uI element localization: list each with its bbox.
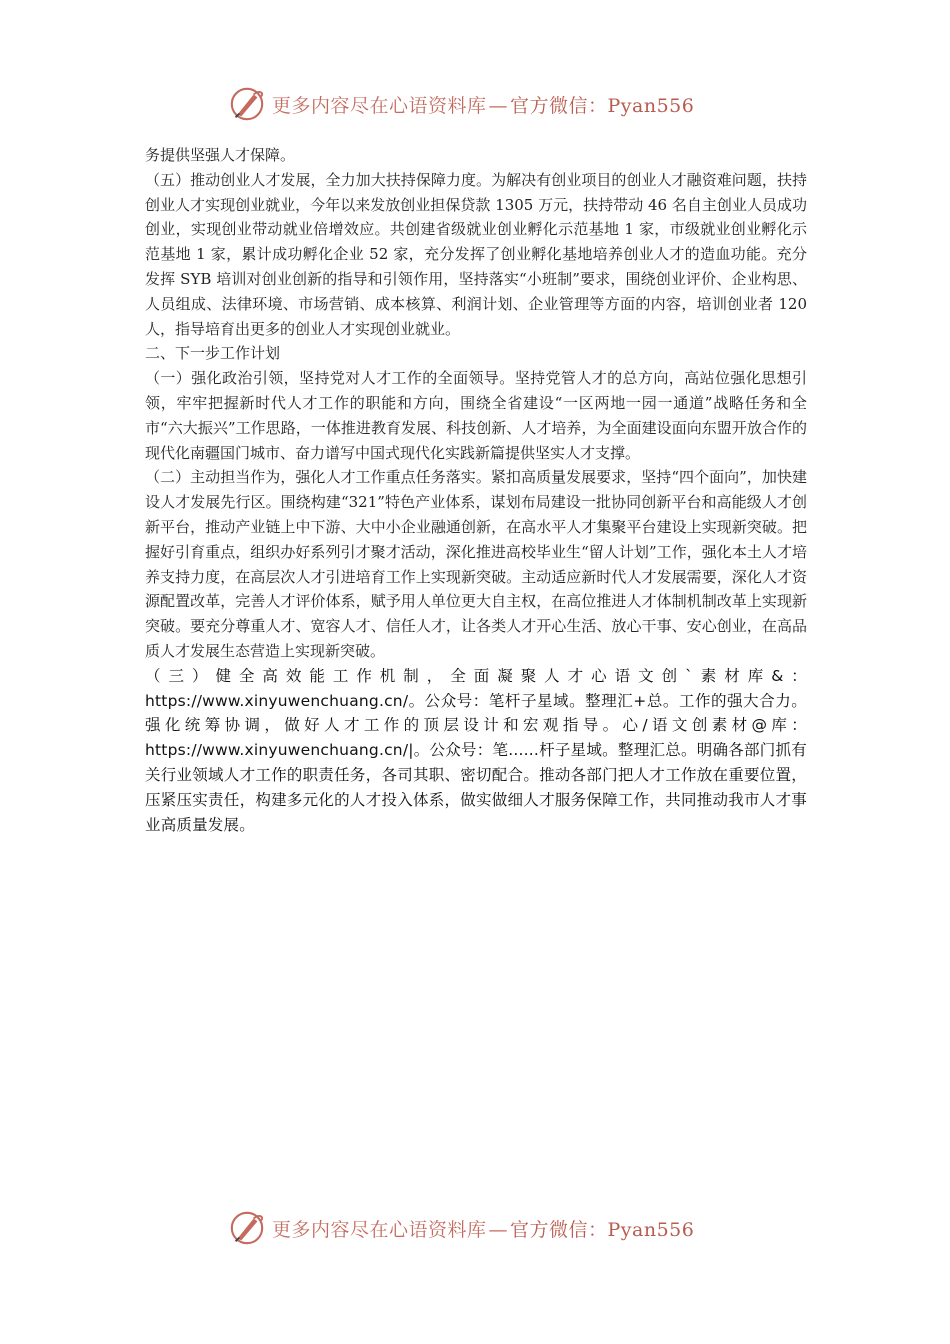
header-banner-title: 更多内容尽在心语资料库 xyxy=(272,94,487,117)
footer-banner-text xyxy=(272,1215,694,1242)
header-banner xyxy=(228,84,748,124)
quill-logo-icon xyxy=(228,85,266,123)
paragraph-2: （五）推动创业人才发展，全力加大扶持保障力度。为解决有创业项目的创业人才融资难问题，扶持创业人才实现创业就业，今年以来发放创业担保贷款 1305 万元，扶持带动 46 名自主创业人员成功创业，实现创业带动就业倍增效应。共创建省级就业创业孵化示范基地 1 家，市级就业创业孵化示范基地 1 家，累计成功孵化企业 52 家，充分发挥了创业孵化基地培养创业人才的造血功能。充分发挥 SYB 培训对创业创新的指导和引领作用，坚持落实“小班制”要求，围绕创业评价、企业构思、人员组成、法律环境、市场营销、成本核算、利润计划、企业管理等方面的内容，培训创业者 120 人，指导培育出更多的创业人才实现创业就业。 xyxy=(145,170,807,338)
paragraph-4: （一）强化政治引领，坚持党对人才工作的全面领导。坚持党管人才的总方向，高站位强化思想引领，牢牢把握新时代人才工作的职能和方向，围绕全省建设“一区两地一园一通道”战略任务和全市“六大振兴”工作思路，一体推进教育发展、科技创新、人才培养，为全面建设面向东盟开放合作的现代化南疆国门城市、奋力谱写中国式现代化实践新篇提供坚实人才支撑。 xyxy=(145,369,807,462)
header-banner-wechat: 官方微信：Pyan556 xyxy=(510,94,695,117)
header-banner-separator: — xyxy=(488,94,509,117)
footer-banner-separator: — xyxy=(488,1218,509,1241)
footer-banner-title: 更多内容尽在心语资料库 xyxy=(272,1218,487,1241)
quill-logo-icon xyxy=(228,1209,266,1247)
document-body xyxy=(145,143,807,837)
footer-banner-wechat: 官方微信：Pyan556 xyxy=(510,1218,695,1241)
header-banner-text xyxy=(272,91,694,118)
section-heading: 二、下一步工作计划 xyxy=(145,344,281,363)
paragraph-6: （三）健全高效能工作机制，全面凝聚人才心语文创`素材库&：https://www.xinyuwenchuang.cn/。公众号：笔杆子星域。整理汇+总。工作的强大合力。强化统筹协调，做好人才工作的顶层设计和宏观指导。心/语文创素材@库：https://www.xinyuwenchuang.cn/|。公众号：笔......杆子星域。整理汇总。明确各部门抓有关行业领域人才工作的职责任务，各司其职、密切配合。推动各部门把人才工作放在重要位置，压紧压实责任，构建多元化的人才投入体系，做实做细人才服务保障工作，共同推动我市人才事业高质量发展。 xyxy=(145,666,807,834)
paragraph-1: 务提供坚强人才保障。 xyxy=(145,146,296,164)
paragraph-5: （二）主动担当作为，强化人才工作重点任务落实。紧扣高质量发展要求，坚持“四个面向”，加快建设人才发展先行区。围绕构建“321”特色产业体系，谋划布局建设一批协同创新平台和高能级人才创新平台，推动产业链上中下游、大中小企业融通创新，在高水平人才集聚平台建设上实现新突破。把握好引育重点，组织办好系列引才聚才活动，深化推进高校毕业生“留人计划”工作，强化本土人才培养支持力度，在高层次人才引进培育工作上实现新突破。主动适应新时代人才发展需要，深化人才资源配置改革，完善人才评价体系，赋予用人单位更大自主权，在高位推进人才体制机制改革上实现新突破。要充分尊重人才、宽容人才、信任人才，让各类人才开心生活、放心干事、安心创业，在高品质人才发展生态营造上实现新突破。 xyxy=(145,468,807,660)
footer-banner xyxy=(228,1208,748,1248)
